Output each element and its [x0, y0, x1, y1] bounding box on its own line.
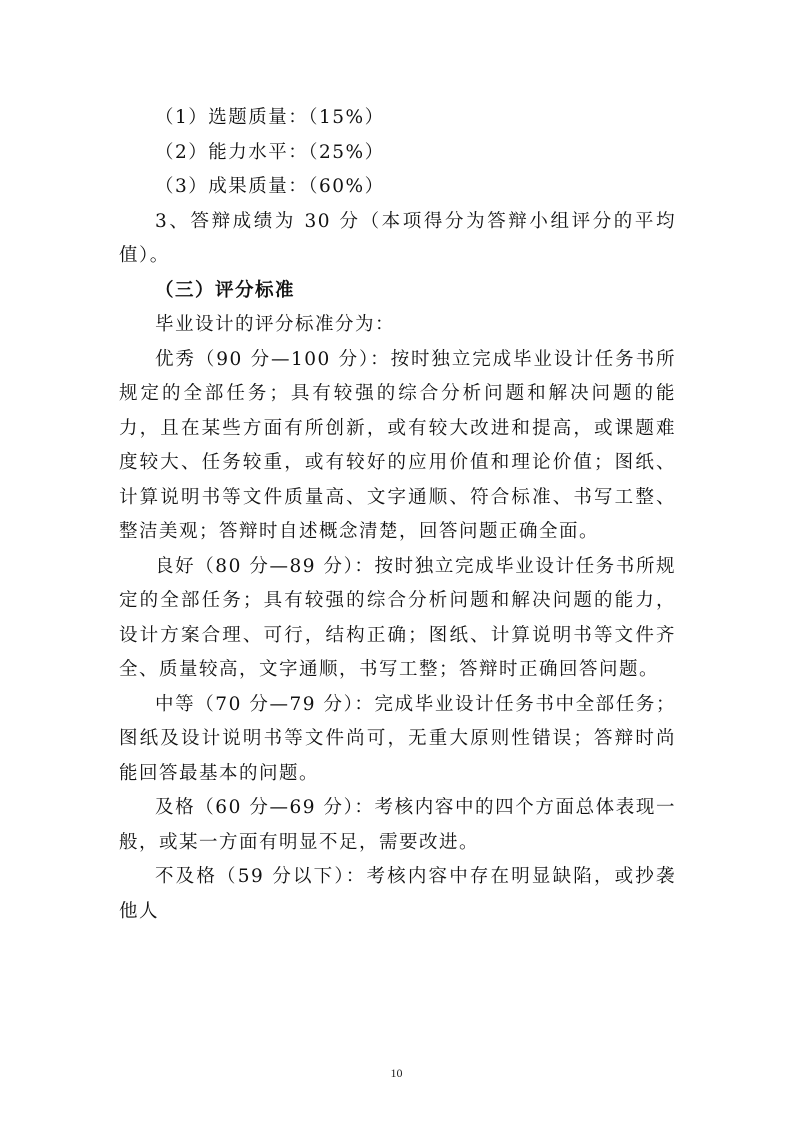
- section-heading-grading-criteria: （三）评分标准: [155, 279, 296, 301]
- list-item-ability-level: （2）能力水平：（25%）: [155, 141, 385, 163]
- list-item-result-quality: （3）成果质量：（60%）: [155, 176, 385, 197]
- list-item-selection-quality: （1）选题质量：（15%）: [155, 107, 385, 128]
- grade-pass-paragraph: 及格（60 分—69 分）：考核内容中的四个方面总体表现一般，或某一方面有明显不足，需要改进。: [119, 797, 676, 853]
- grade-fail-paragraph: 不及格（59 分以下）：考核内容中存在明显缺陷，或抄袭他人: [119, 866, 676, 922]
- page-number: 10: [390, 1066, 403, 1080]
- grade-good-paragraph: 良好（80 分—89 分）：按时独立完成毕业设计任务书所规定的全部任务；具有较强的综合分析问题和解决问题的能力，设计方案合理、可行，结构正确；图纸、计算说明书等文件齐全、质量较高，文字通顺，书写工整；答辩时正确回答问题。: [119, 555, 676, 680]
- defense-score-paragraph: 3、答辩成绩为 30 分（本项得分为答辩小组评分的平均值）。: [119, 210, 676, 266]
- criteria-intro-paragraph: 毕业设计的评分标准分为：: [155, 314, 396, 335]
- grade-excellent-paragraph: 优秀（90 分—100 分）：按时独立完成毕业设计任务书所规定的全部任务；具有较强的综合分析问题和解决问题的能力，且在某些方面有所创新，或有较大改进和提高，或课题难度较大、任务较重，或有较好的应用价值和理论价值；图纸、计算说明书等文件质量高、文字通顺、符合标准、书写工整、整洁美观；答辩时自述概念清楚，回答问题正确全面。: [119, 348, 676, 542]
- grade-medium-paragraph: 中等（70 分—79 分）：完成毕业设计任务书中全部任务；图纸及设计说明书等文件尚可，无重大原则性错误；答辩时尚能回答最基本的问题。: [119, 693, 676, 784]
- document-body: [119, 101, 676, 929]
